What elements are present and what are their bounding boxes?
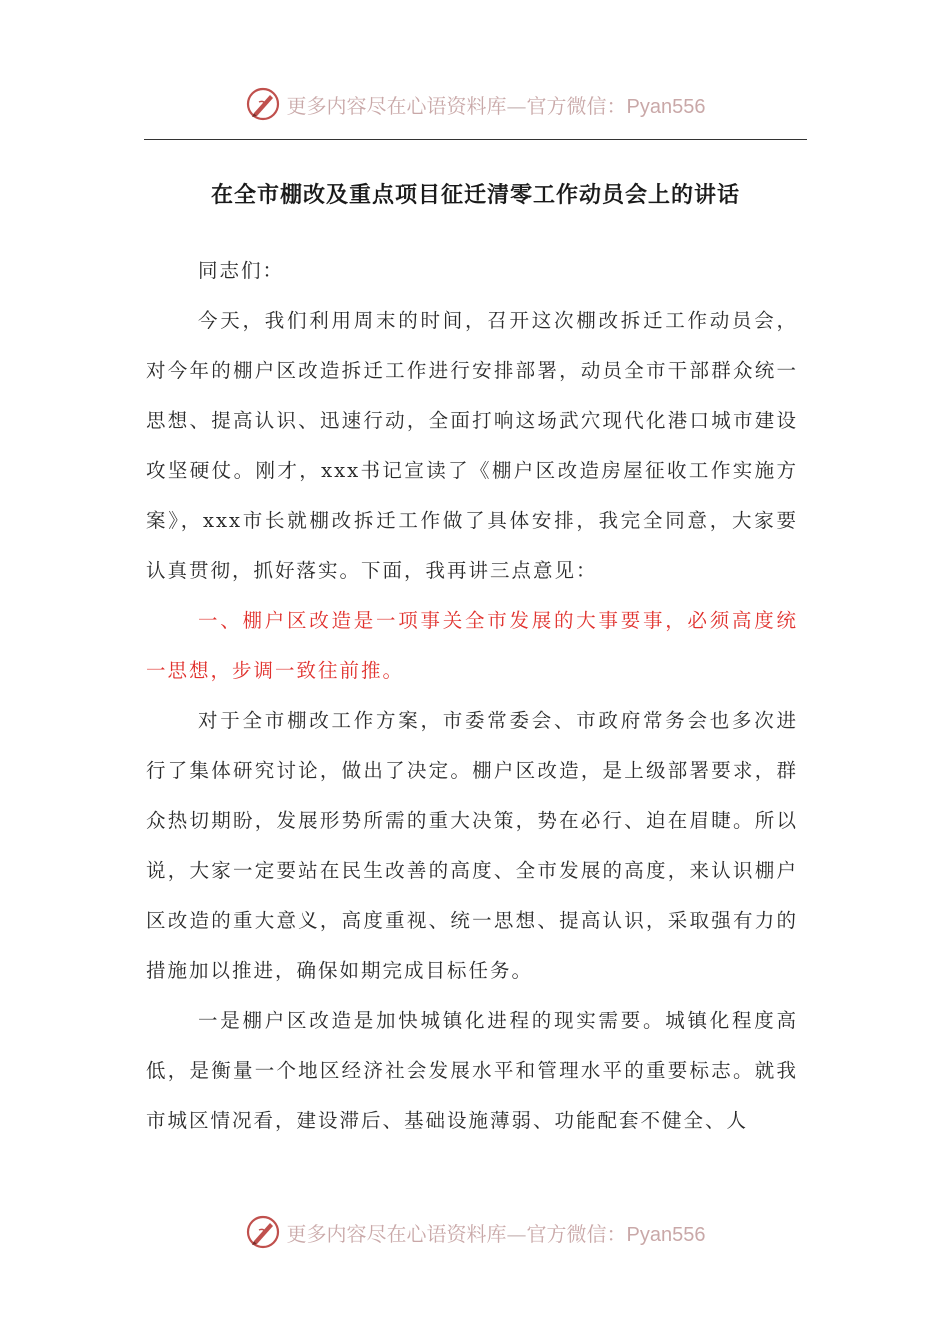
footer-watermark: [0, 1212, 950, 1252]
watermark-separator: —: [506, 93, 527, 118]
paragraph: 一是棚户区改造是加快城镇化进程的现实需要。城镇化程度高低，是衡量一个地区经济社会发展水平和管理水平的重要标志。就我市城区情况看，建设滞后、基础设施薄弱、功能配套不健全、人: [146, 1009, 798, 1132]
document-body: [146, 246, 798, 1146]
watermark-wechat-id: Pyan556: [626, 1223, 706, 1246]
document-title: 在全市棚改及重点项目征迁清零工作动员会上的讲话: [210, 183, 740, 208]
watermark-wechat-id: Pyan556: [626, 95, 706, 118]
watermark-text: [287, 90, 706, 119]
watermark-wechat-label: 官方微信：: [526, 1221, 627, 1246]
pen-logo-icon: [245, 1214, 281, 1250]
header-watermark: [0, 84, 950, 124]
paragraph: 今天，我们利用周末的时间，召开这次棚改拆迁工作动员会，对今年的棚户区改造拆迁工作进行安排部署，动员全市干部群众统一思想、提高认识、迅速行动，全面打响这场武穴现代化港口城市建设攻坚硬仗。刚才，xxx书记宣读了《棚户区改造房屋征收工作实施方案》，xxx市长就棚改拆迁工作做了具体安排，我完全同意，大家要认真贯彻，抓好落实。下面，我再讲三点意见：: [146, 309, 798, 582]
watermark-main: 更多内容尽在心语资料库: [286, 93, 507, 118]
pen-logo-icon: [245, 86, 281, 122]
watermark-separator: —: [506, 1221, 527, 1246]
watermark-text: [287, 1218, 706, 1247]
header-divider: [144, 139, 807, 140]
watermark-main: 更多内容尽在心语资料库: [286, 1221, 507, 1246]
salutation: 同志们：: [198, 259, 285, 282]
watermark-wechat-label: 官方微信：: [526, 93, 627, 118]
section-heading: 一、棚户区改造是一项事关全市发展的大事要事，必须高度统一思想，步调一致往前推。: [146, 609, 798, 682]
paragraph: 对于全市棚改工作方案，市委常委会、市政府常务会也多次进行了集体研究讨论，做出了决定。棚户区改造，是上级部署要求，群众热切期盼，发展形势所需的重大决策，势在必行、迫在眉睫。所以说，大家一定要站在民生改善的高度、全市发展的高度，来认识棚户区改造的重大意义，高度重视、统一思想、提高认识，采取强有力的措施加以推进，确保如期完成目标任务。: [146, 709, 798, 982]
